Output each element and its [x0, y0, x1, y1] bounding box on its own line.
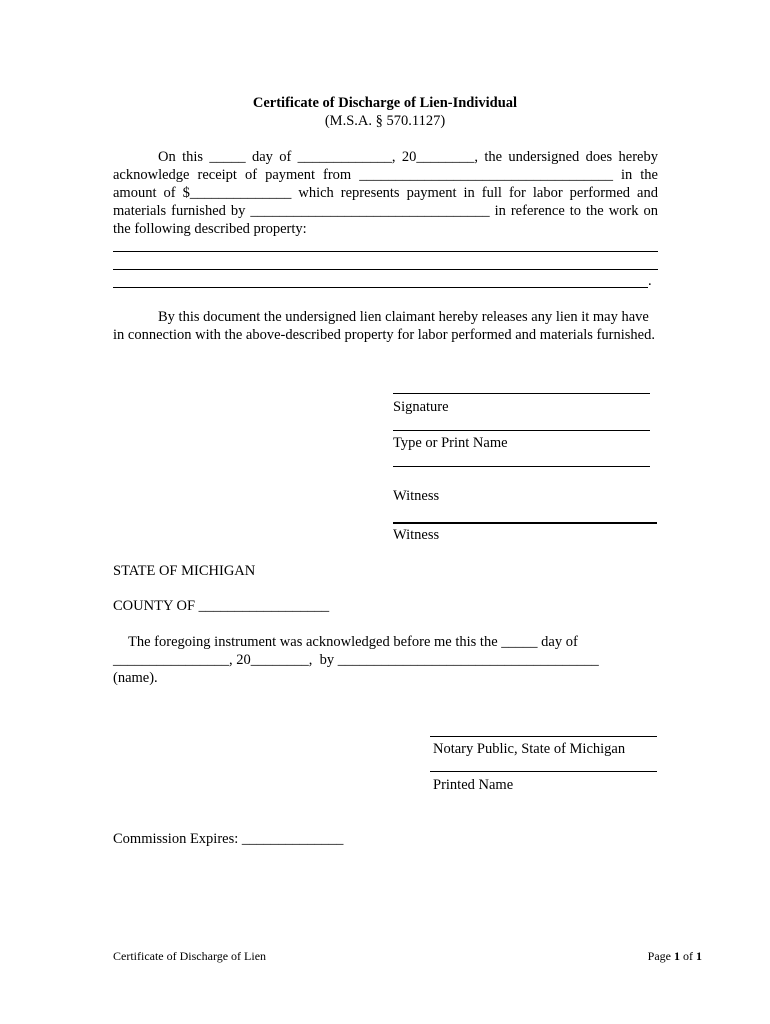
witness-line-1 [393, 466, 650, 467]
notary-label: Notary Public, State of Michigan [433, 741, 626, 757]
witness-label-2: Witness [393, 527, 440, 543]
payment-paragraph [113, 148, 658, 238]
property-line-2 [113, 269, 658, 270]
property-line-1 [113, 251, 658, 252]
acknowledgment-line-2: ________________, 20________, by ____________________________________ [113, 652, 599, 668]
page-number: Page 1 of 1 [647, 949, 702, 963]
witness-line-2 [393, 522, 657, 524]
commission-expires: Commission Expires: ______________ [113, 831, 344, 847]
footer-title: Certificate of Discharge of Lien [113, 949, 267, 963]
acknowledgment-line-1: The foregoing instrument was acknowledged before me this the _____ day of [128, 634, 578, 650]
document-title: Certificate of Discharge of Lien-Individual [252, 95, 518, 111]
notary-line [430, 736, 657, 737]
property-line-3 [113, 287, 648, 288]
acknowledgment-line-3: (name). [113, 670, 158, 686]
state-heading: STATE OF MICHIGAN [113, 563, 256, 579]
county-line: COUNTY OF __________________ [113, 598, 330, 614]
release-paragraph-text: By this document the undersigned lien claimant hereby releases any lien it may have in connection with the above-described property for labor performed and materials furnished. [113, 309, 655, 343]
signature-label: Signature [393, 399, 449, 415]
signature-line [393, 393, 650, 394]
printed-name-label: Printed Name [433, 777, 514, 793]
release-paragraph [113, 308, 658, 344]
printed-name-line [430, 771, 657, 772]
print-name-label: Type or Print Name [393, 435, 508, 451]
document-subtitle: (M.S.A. § 570.1127) [324, 113, 446, 129]
witness-label-1: Witness [393, 488, 440, 504]
print-name-line [393, 430, 650, 431]
payment-paragraph-text: On this _____ day of _____________, 20________, the undersigned does hereby acknowledge receipt of payment from ___________________________________ in the amount of $______________ which represents payment in full for labor performed and materials furnished by _________________________________ in reference to the work on the following described property: [113, 149, 658, 237]
property-line-end: . [648, 273, 652, 289]
